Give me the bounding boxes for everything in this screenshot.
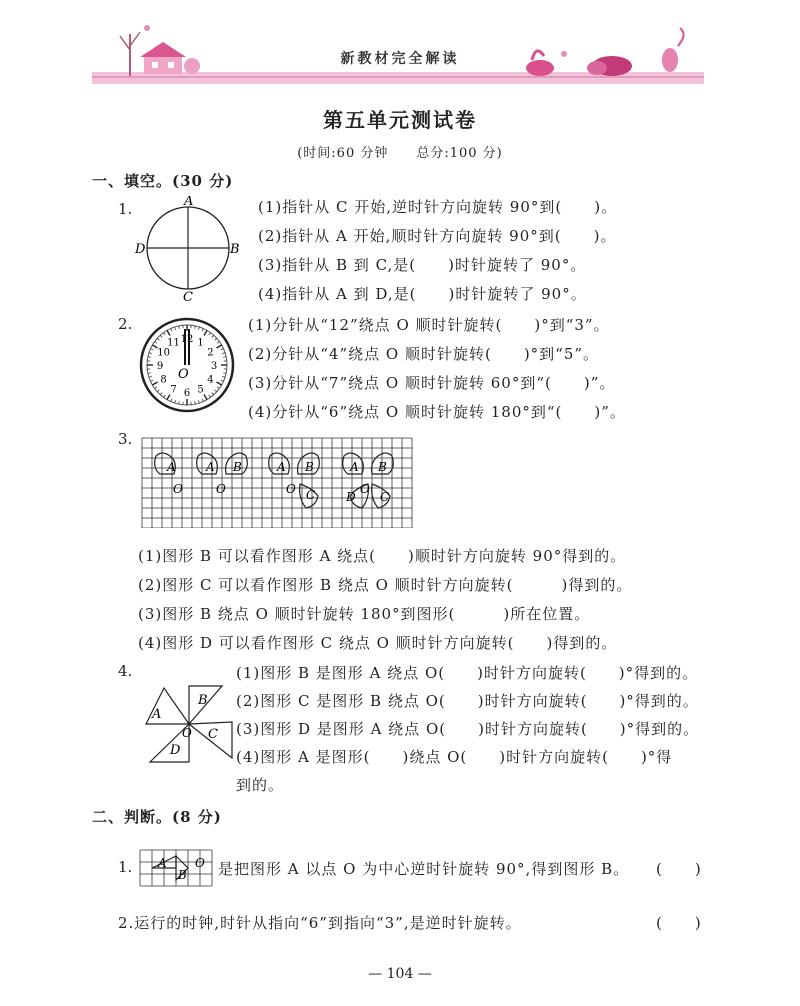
label-c: C — [208, 727, 218, 742]
clock-number: 10 — [157, 347, 170, 359]
exam-info: (时间:60 分钟 总分:100 分) — [297, 146, 503, 161]
q4-line-4: (4)图形 A 是图形( )绕点 O( )时针方向旋转( )°得 — [236, 748, 673, 766]
label-d: D — [135, 242, 146, 257]
pinwheel-diagram — [142, 682, 236, 768]
label-a: A — [152, 707, 162, 722]
label-c: C — [183, 290, 193, 302]
question-number: 1. — [118, 200, 133, 218]
q4-line-1: (1)图形 B 是图形 A 绕点 O( )时针方向旋转( )°得到的。 — [236, 664, 699, 682]
q2-line-1: (1)分针从“12”绕点 O 顺时针旋转( )°到“3”。 — [248, 316, 610, 334]
clock-number: 11 — [167, 337, 180, 349]
svg-text:O: O — [360, 482, 370, 496]
q3-line-2: (2)图形 C 可以看作图形 B 绕点 O 顺时针方向旋转( )得到的。 — [138, 576, 633, 594]
label-a: A — [184, 196, 194, 209]
clock-center-label: O — [178, 367, 189, 382]
judge-q1-answer-blank[interactable]: ( ) — [656, 860, 702, 878]
question-number: 1. — [118, 858, 133, 876]
svg-text:A: A — [350, 460, 359, 474]
q1-line-3: (3)指针从 B 到 C,是( )时针旋转了 90°。 — [258, 256, 587, 274]
svg-text:O: O — [173, 482, 183, 496]
svg-text:B: B — [233, 460, 242, 474]
clock-number: 4 — [207, 374, 214, 386]
compass-circle-diagram — [134, 196, 242, 302]
clock-number: 5 — [197, 384, 204, 396]
q4-line-2: (2)图形 C 是图形 B 绕点 O( )时针方向旋转( )°得到的。 — [236, 692, 699, 710]
judge-q1-text: 是把图形 A 以点 O 为中心逆时针旋转 90°,得到图形 B。 — [218, 860, 630, 878]
question-number: 2. — [118, 315, 133, 333]
banner-title: 新教材完全解读 — [340, 51, 460, 67]
svg-text:C: C — [380, 490, 390, 504]
svg-text:A: A — [167, 460, 176, 474]
clock-number: 7 — [170, 384, 177, 396]
section-heading-judge: 二、判断。(8 分) — [92, 808, 222, 826]
clock-diagram — [138, 316, 236, 414]
svg-text:B: B — [178, 868, 187, 882]
label-b: B — [198, 693, 208, 708]
svg-text:O: O — [195, 856, 205, 870]
q2-line-3: (3)分针从“7”绕点 O 顺时针旋转 60°到“( )”。 — [248, 374, 616, 392]
small-grid-diagram — [138, 848, 214, 892]
q1-line-2: (2)指针从 A 开始,顺时针方向旋转 90°到( )。 — [258, 227, 617, 245]
clock-number: 9 — [156, 361, 164, 372]
q3-line-1: (1)图形 B 可以看作图形 A 绕点( )顺时针方向旋转 90°得到的。 — [138, 547, 627, 565]
q1-line-4: (4)指针从 A 到 D,是( )时针旋转了 90°。 — [258, 285, 587, 303]
q1-line-1: (1)指针从 C 开始,逆时针方向旋转 90°到( )。 — [258, 198, 618, 216]
q4-line-3: (3)图形 D 是图形 A 绕点 O( )时针方向旋转( )°得到的。 — [236, 720, 700, 738]
clock-number: 2 — [207, 347, 214, 359]
svg-text:D: D — [346, 490, 356, 504]
svg-text:A: A — [277, 460, 286, 474]
q4-line-5: 到的。 — [236, 776, 285, 794]
q2-line-4: (4)分针从“6”绕点 O 顺时针旋转 180°到“( )”。 — [248, 403, 626, 421]
svg-text:O: O — [286, 482, 296, 496]
question-number: 4. — [118, 662, 133, 680]
label-o: O — [182, 726, 192, 740]
q2-line-2: (2)分针从“4”绕点 O 顺时针旋转( )°到“5”。 — [248, 345, 600, 363]
clock-number: 8 — [160, 374, 167, 386]
question-number: 3. — [118, 430, 133, 448]
page-number: — 104 — — [368, 966, 432, 982]
judge-q2-answer-blank[interactable]: ( ) — [656, 914, 702, 932]
judge-q2-text: 2.运行的时钟,时针从指向“6”到指向“3”,是逆时针旋转。 — [118, 914, 522, 932]
svg-text:C: C — [306, 488, 316, 502]
label-d: D — [170, 743, 181, 758]
clock-number: 6 — [183, 388, 191, 399]
q3-line-3: (3)图形 B 绕点 O 顺时针旋转 180°到图形( )所在位置。 — [138, 605, 591, 623]
svg-text:O: O — [216, 482, 226, 496]
svg-text:B: B — [305, 460, 314, 474]
page-title: 第五单元测试卷 — [323, 108, 477, 132]
clock-number: 3 — [210, 361, 218, 372]
svg-text:A: A — [206, 460, 215, 474]
clock-number: 12 — [180, 334, 194, 345]
svg-text:B: B — [378, 460, 387, 474]
clock-number: 1 — [197, 337, 204, 349]
svg-text:A: A — [158, 856, 167, 870]
q3-line-4: (4)图形 D 可以看作图形 C 绕点 O 顺时针方向旋转( )得到的。 — [138, 634, 618, 652]
section-heading-fill-in: 一、填空。(30 分) — [92, 172, 234, 190]
label-b: B — [230, 242, 240, 257]
grid-rotation-diagram — [140, 436, 416, 528]
